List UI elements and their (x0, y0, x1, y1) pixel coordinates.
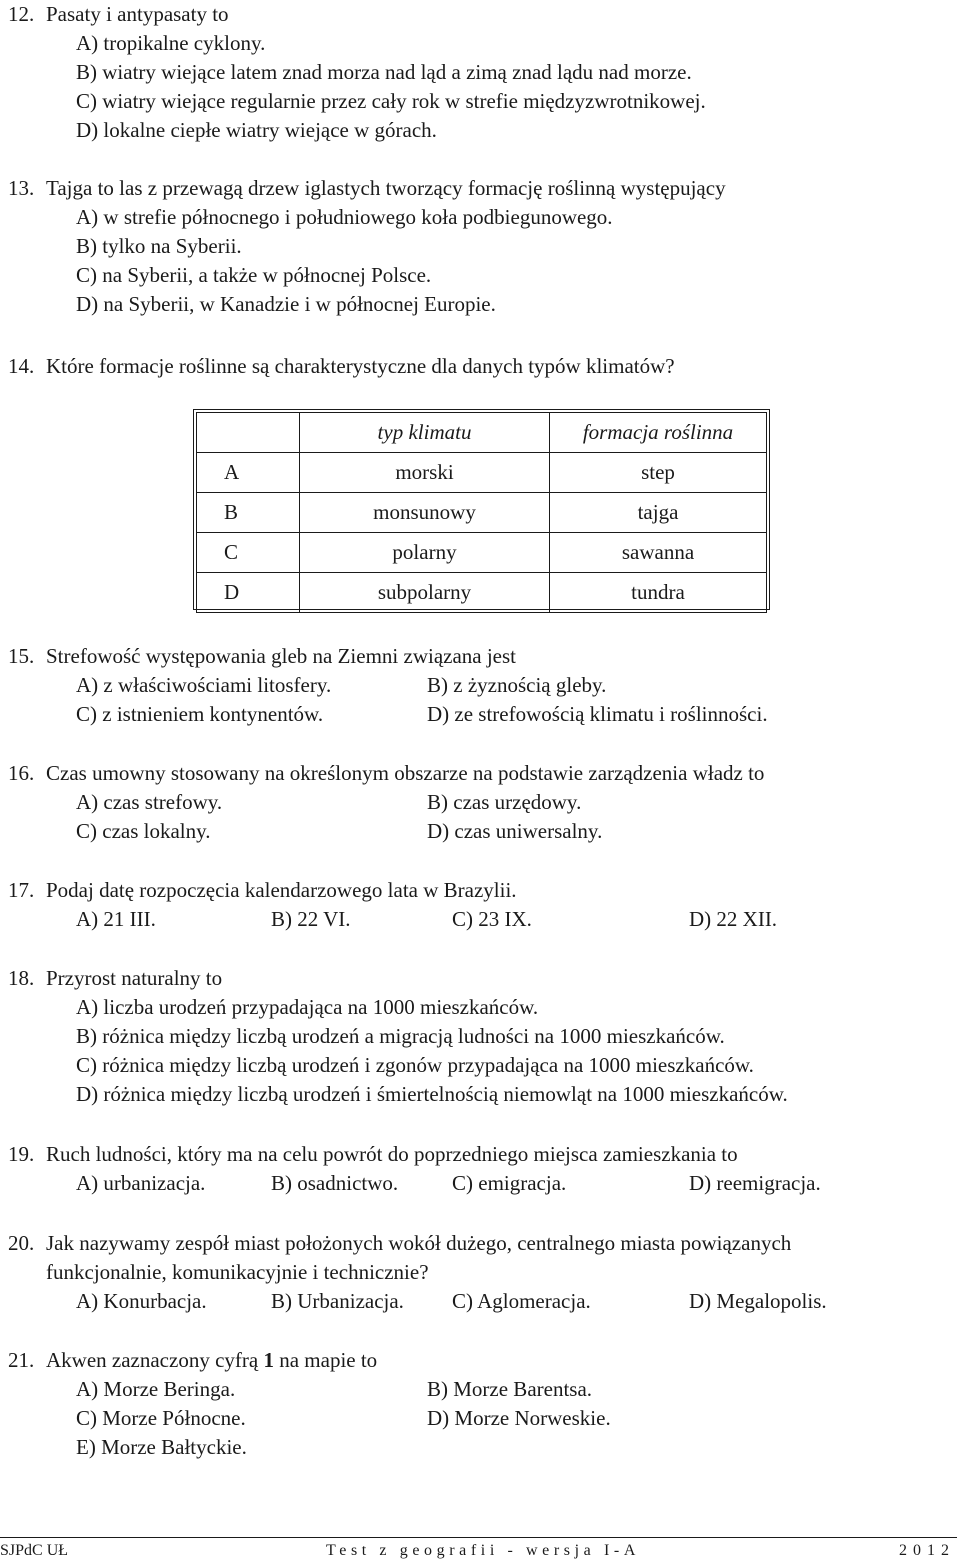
option-b: B) Urbanizacja. (271, 1289, 404, 1313)
question-number: 13. (8, 176, 35, 200)
option-d: D) różnica między liczbą urodzeń i śmiertelnością niemowląt na 1000 mieszkańców. (76, 1082, 788, 1106)
question-12 (8, 0, 960, 145)
option-a: A) 21 III. (76, 907, 156, 931)
formation-cell: sawanna (550, 533, 767, 573)
option-c: C) 23 IX. (452, 907, 532, 931)
option-d: D) Megalopolis. (689, 1289, 827, 1313)
question-number: 18. (8, 966, 35, 990)
question-text: Pasaty i antypasaty to (46, 2, 229, 26)
question-14 (8, 352, 960, 381)
option-d: D) ze strefowością klimatu i roślinności. (427, 702, 768, 726)
question-19 (8, 1140, 960, 1198)
option-b: B) 22 VI. (271, 907, 351, 931)
formation-cell: tajga (550, 493, 767, 533)
question-text (46, 1346, 377, 1375)
question-number: 21. (8, 1348, 35, 1372)
question-16 (8, 759, 960, 846)
climate-cell: polarny (300, 533, 550, 573)
question-number: 19. (8, 1142, 35, 1166)
option-c: C) z istnieniem kontynentów. (76, 702, 324, 726)
footer-year: 2012 (899, 1542, 955, 1559)
row-letter: C (197, 533, 300, 573)
row-letter: D (197, 573, 300, 613)
option-c: C) na Syberii, a także w północnej Polsce. (76, 263, 432, 287)
option-a: A) Morze Beringa. (76, 1377, 236, 1401)
table-row (197, 533, 767, 573)
question-18 (8, 964, 960, 1109)
climate-cell: subpolarny (300, 573, 550, 613)
option-a: A) tropikalne cyklony. (76, 31, 266, 55)
question-text: Podaj datę rozpoczęcia kalendarzowego lata w Brazylii. (46, 878, 517, 902)
option-a: A) urbanizacja. (76, 1171, 206, 1195)
table-header-row (197, 413, 767, 453)
question-text: Które formacje roślinne są charakterystyczne dla danych typów klimatów? (46, 354, 675, 378)
question-number: 16. (8, 761, 35, 785)
question-15 (8, 642, 960, 729)
option-b: B) czas urzędowy. (427, 790, 582, 814)
row-letter: B (197, 493, 300, 533)
option-b: B) tylko na Syberii. (76, 234, 242, 258)
question-text-continued: funkcjonalnie, komunikacyjnie i technicznie? (46, 1260, 429, 1284)
question-number: 12. (8, 2, 35, 26)
question-text: Strefowość występowania gleb na Ziemni związana jest (46, 644, 517, 668)
formation-cell: tundra (550, 573, 767, 613)
option-e: E) Morze Bałtyckie. (76, 1435, 247, 1459)
option-c: C) emigracja. (452, 1171, 567, 1195)
question-number: 17. (8, 878, 35, 902)
climate-cell: morski (300, 453, 550, 493)
map-number-label: 1 (263, 1348, 274, 1372)
question-21 (8, 1346, 960, 1462)
question-text: Tajga to las z przewagą drzew iglastych tworzący formację roślinną występujący (46, 176, 726, 200)
table-row (197, 493, 767, 533)
option-a: A) z właściwościami litosfery. (76, 673, 332, 697)
option-b: B) Morze Barentsa. (427, 1377, 593, 1401)
footer-institution: SJPdC UŁ (0, 1542, 69, 1559)
option-d: D) na Syberii, w Kanadzie i w północnej Europie. (76, 292, 496, 316)
option-a: A) czas strefowy. (76, 790, 223, 814)
question-20 (8, 1229, 960, 1316)
table (196, 412, 767, 613)
option-a: A) Konurbacja. (76, 1289, 207, 1313)
option-c: C) wiatry wiejące regularnie przez cały rok w strefie międzyzwrotnikowej. (76, 89, 706, 113)
option-c: C) czas lokalny. (76, 819, 211, 843)
climate-vegetation-table (193, 409, 770, 610)
question-text: Jak nazywamy zespół miast położonych wokół dużego, centralnego miasta powiązanych (46, 1231, 792, 1255)
footer-divider (0, 1537, 957, 1538)
option-b: B) wiatry wiejące latem znad morza nad ląd a zimą znad lądu nad morze. (76, 60, 692, 84)
option-d: D) Morze Norweskie. (427, 1406, 611, 1430)
question-text: Czas umowny stosowany na określonym obszarze na podstawie zarządzenia władz to (46, 761, 765, 785)
question-number: 15. (8, 644, 35, 668)
question-text: Przyrost naturalny to (46, 966, 223, 990)
table-corner-cell (197, 413, 300, 453)
option-d: D) 22 XII. (689, 907, 778, 931)
option-a: A) w strefie północnego i południowego koła podbiegunowego. (76, 205, 613, 229)
formation-cell: step (550, 453, 767, 493)
row-letter: A (197, 453, 300, 493)
footer-test-title: Test z geografii - wersja I-A (326, 1542, 640, 1559)
question-13 (8, 174, 960, 319)
option-c: C) Morze Północne. (76, 1406, 246, 1430)
option-d: D) reemigracja. (689, 1171, 821, 1195)
option-b: B) osadnictwo. (271, 1171, 399, 1195)
option-b: B) z żyznością gleby. (427, 673, 607, 697)
question-text: Ruch ludności, który ma na celu powrót do poprzedniego miejsca zamieszkania to (46, 1142, 738, 1166)
question-text-pre: Akwen zaznaczony cyfrą (46, 1348, 264, 1372)
header-climate-type: typ klimatu (300, 413, 550, 453)
question-17 (8, 876, 960, 934)
climate-cell: monsunowy (300, 493, 550, 533)
option-c: C) Aglomeracja. (452, 1289, 591, 1313)
option-c: C) różnica między liczbą urodzeń i zgonów przypadająca na 1000 mieszkańców. (76, 1053, 754, 1077)
question-text-post: na mapie to (273, 1348, 378, 1372)
header-plant-formation: formacja roślinna (550, 413, 767, 453)
option-d: D) lokalne ciepłe wiatry wiejące w górach. (76, 118, 437, 142)
table-row (197, 453, 767, 493)
question-number: 14. (8, 354, 35, 378)
table-row (197, 573, 767, 613)
option-d: D) czas uniwersalny. (427, 819, 603, 843)
option-b: B) różnica między liczbą urodzeń a migracją ludności na 1000 mieszkańców. (76, 1024, 725, 1048)
question-number: 20. (8, 1231, 35, 1255)
option-a: A) liczba urodzeń przypadająca na 1000 mieszkańców. (76, 995, 539, 1019)
